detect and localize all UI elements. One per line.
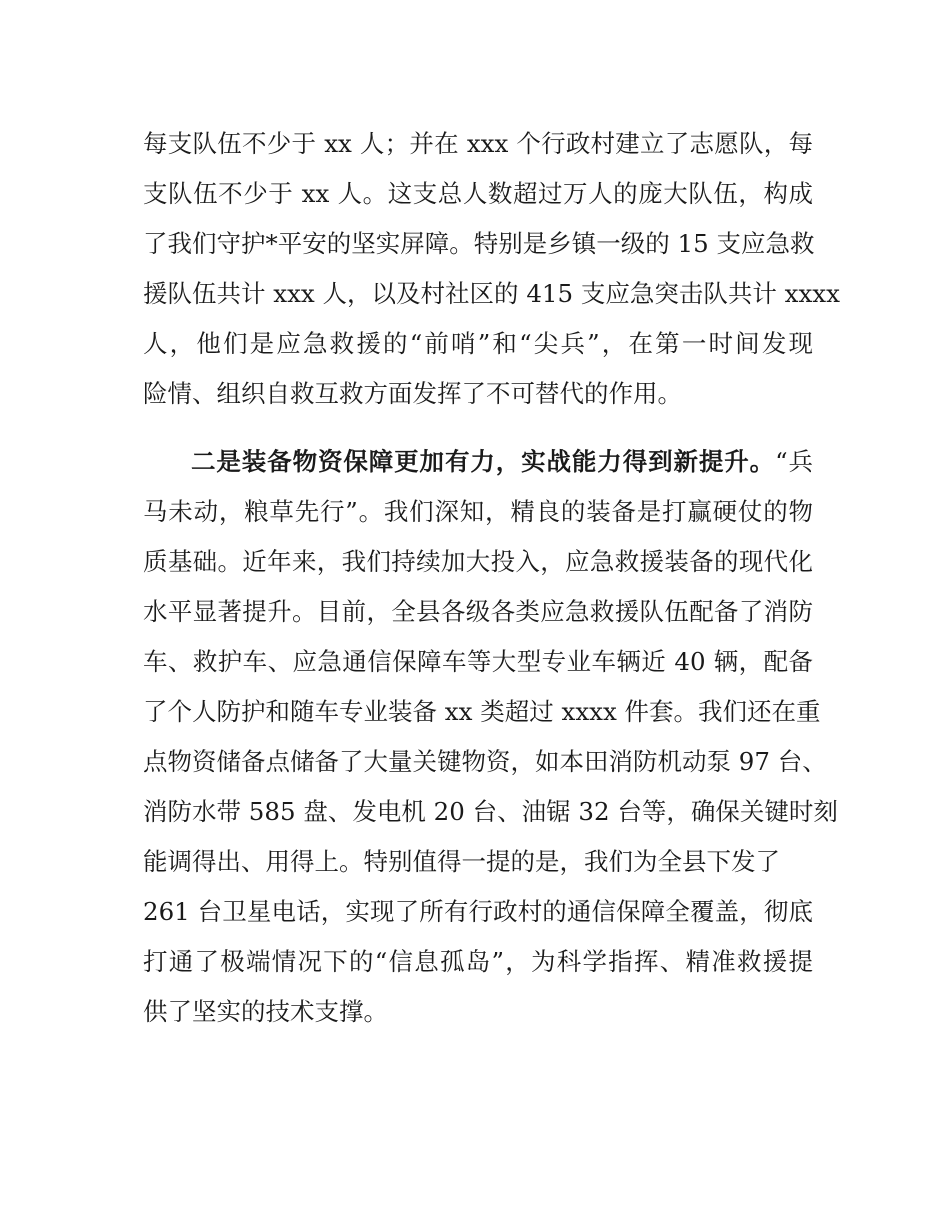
paragraph-1-line-5: 人，他们是应急救援的“前哨”和“尖兵”，在第一时间发现 xyxy=(143,329,813,358)
paragraph-2-line-9: 能调得出、用得上。特别值得一提的是，我们为全县下发了 xyxy=(143,847,780,876)
paragraph-2-line-12: 供了坚实的技术支撑。 xyxy=(143,997,388,1026)
paragraph-2-line-6: 了个人防护和随车专业装备 xx 类超过 xxxx 件套。我们还在重 xyxy=(143,697,821,726)
paragraph-2-line-5: 车、救护车、应急通信保障车等大型专业车辆近 40 辆，配备 xyxy=(143,647,813,676)
paragraph-1-line-3: 了我们守护*平安的坚实屏障。特别是乡镇一级的 15 支应急救 xyxy=(143,229,815,258)
paragraph-2-heading-tail: “兵 xyxy=(775,447,813,476)
paragraph-2-line-1 xyxy=(191,447,813,477)
paragraph-2-line-11: 打通了极端情况下的“信息孤岛”，为科学指挥、精准救援提 xyxy=(143,947,813,976)
paragraph-1-line-1: 每支队伍不少于 xx 人；并在 xxx 个行政村建立了志愿队，每 xyxy=(143,129,813,158)
paragraph-2-line-7: 点物资储备点储备了大量关键物资，如本田消防机动泵 97 台、 xyxy=(143,747,827,776)
paragraph-2-line-4: 水平显著提升。目前，全县各级各类应急救援队伍配备了消防 xyxy=(143,597,813,626)
paragraph-2-line-3: 质基础。近年来，我们持续加大投入，应急救援装备的现代化 xyxy=(143,547,813,576)
paragraph-2-heading: 二是装备物资保障更加有力，实战能力得到新提升。 xyxy=(191,447,776,476)
paragraph-2-line-10: 261 台卫星电话，实现了所有行政村的通信保障全覆盖，彻底 xyxy=(143,897,813,926)
paragraph-1-line-4: 援队伍共计 xxx 人，以及村社区的 415 支应急突击队共计 xxxx xyxy=(143,279,840,308)
paragraph-2-line-8: 消防水带 585 盘、发电机 20 台、油锯 32 台等，确保关键时刻 xyxy=(143,797,838,826)
paragraph-1-line-2: 支队伍不少于 xx 人。这支总人数超过万人的庞大队伍，构成 xyxy=(143,179,813,208)
paragraph-2-line-2: 马未动，粮草先行”。我们深知，精良的装备是打赢硬仗的物 xyxy=(143,497,813,526)
paragraph-1-line-6: 险情、组织自救互救方面发挥了不可替代的作用。 xyxy=(143,379,682,408)
